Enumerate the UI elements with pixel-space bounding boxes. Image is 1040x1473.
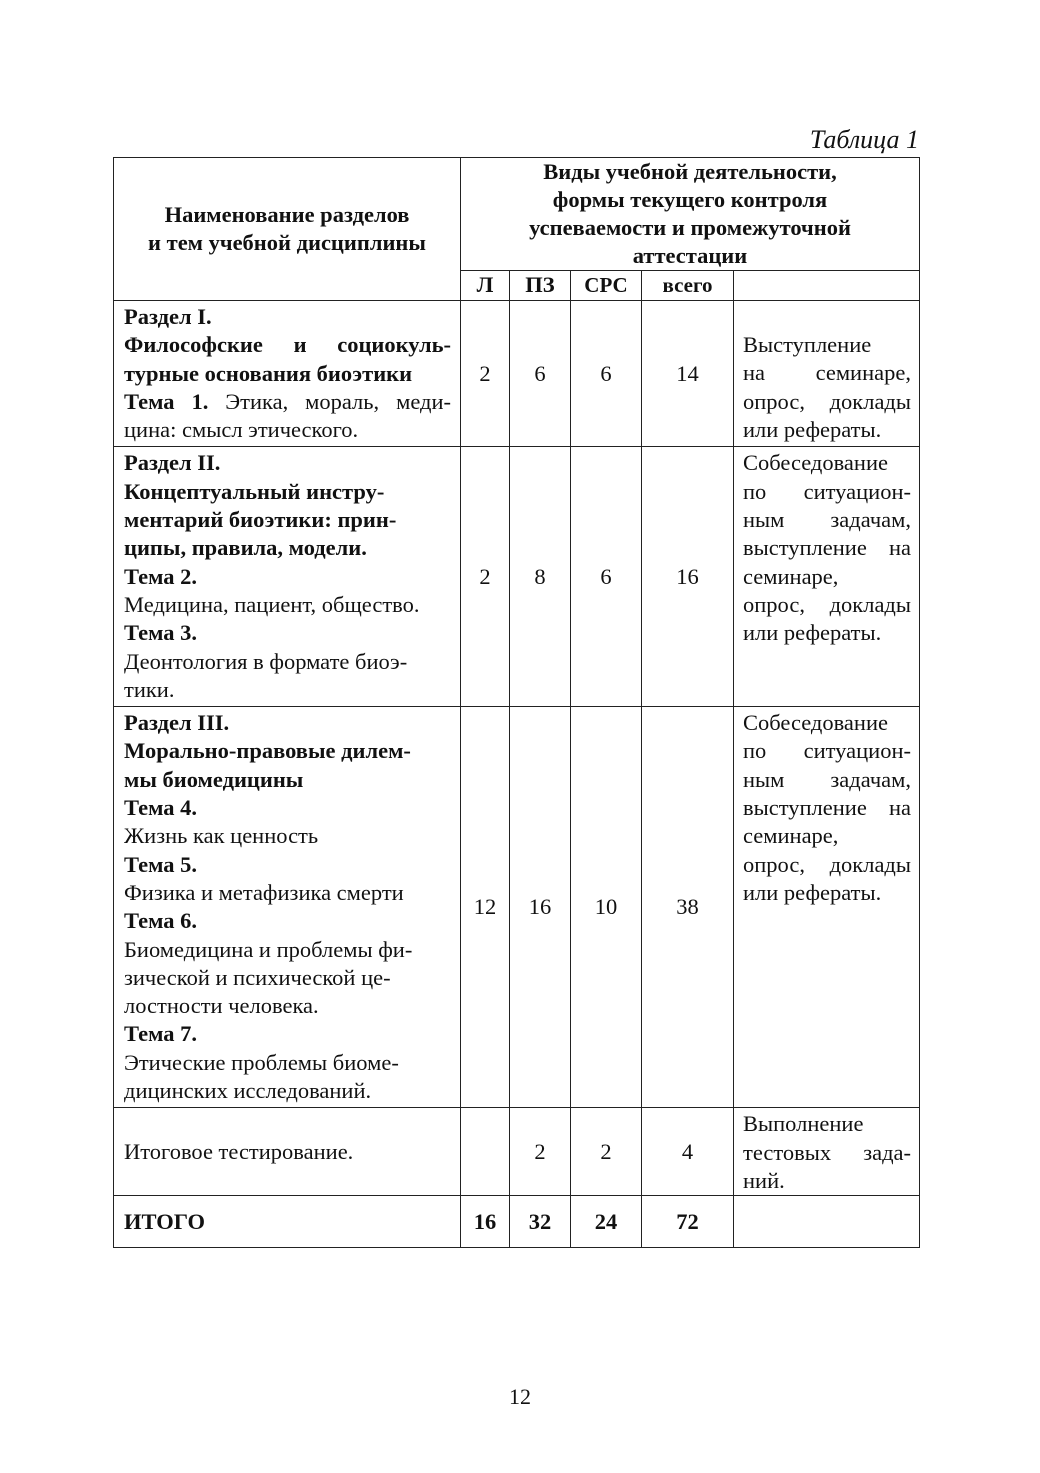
final-test-label: Итоговое тестирование. [114,1108,461,1196]
section-3-self-study: 10 [571,707,642,1108]
section-1-form-line4: или рефераты. [743,416,882,442]
section-1-form-line2: на семинаре, [743,360,911,386]
final-test-lectures [461,1108,510,1196]
total-control-forms [734,1196,920,1248]
section-3-name-line1: Морально-правовые дилем- [124,738,411,764]
header-row-1 [114,158,920,271]
section-2-form-line1: Собеседование [743,450,888,476]
total-practical: 32 [510,1196,571,1248]
section-2-form-line2: по ситуацион- [743,478,911,504]
section-2-form-line4: выступление на [743,535,911,561]
section-1-name-line1: Философские и социокуль- [124,332,451,358]
section-1-form-line1: Выступление [743,332,872,357]
section-3-form-line3: ным задачам, [743,766,911,792]
header-topics-line2: и тем учебной дисциплины [148,230,426,255]
topic-1-line1 [124,388,451,416]
section-3-form-line6: опрос, доклады [743,851,911,877]
curriculum-table [113,157,920,1248]
header-activities-line4: аттестации [632,243,748,268]
section-3-total: 38 [642,707,734,1108]
section-2-name-line3: ципы, правила, модели. [124,535,367,561]
topic-6-text-line3: лостности человека. [124,993,319,1019]
header-self-study: СРС [571,271,642,301]
section-2-topics [114,447,461,707]
section-2-form-line7: или рефераты. [743,620,882,646]
section-2-total: 16 [642,447,734,707]
topic-6-text-line2: зической и психической це- [124,964,391,990]
total-row [114,1196,920,1248]
section-2-name-line1: Концептуальный инстру- [124,478,385,504]
topic-1-text: Этика, мораль, меди- [208,388,451,414]
topic-3-text-line1: Деонтология в формате биоэ- [124,648,408,674]
section-3-form-line4: выступление на [743,795,911,821]
total-lectures: 16 [461,1196,510,1248]
header-lectures: Л [461,271,510,301]
topic-3-label: Тема 3. [124,620,198,646]
header-activities-line3: успеваемости и промежуточной [529,215,851,240]
section-1-practical: 6 [510,301,571,447]
topic-2-text: Медицина, пациент, общество. [124,591,420,617]
section-3-title: Раздел III. [124,710,230,736]
final-test-total: 4 [642,1108,734,1196]
section-2-self-study: 6 [571,447,642,707]
section-2-practical: 8 [510,447,571,707]
final-test-self-study: 2 [571,1108,642,1196]
page-number: 12 [509,1384,531,1409]
section-2-form-line3: ным задачам, [743,507,911,533]
section-1-topics [114,301,461,447]
final-test-practical: 2 [510,1108,571,1196]
header-practical: ПЗ [510,271,571,301]
table-row [114,1108,920,1196]
table-caption: Таблица 1 [809,125,919,154]
section-3-name-line2: мы биомедицины [124,766,304,792]
topic-5-text: Физика и метафизика смерти [124,879,404,905]
topic-6-text-line1: Биомедицина и проблемы фи- [124,936,413,962]
topic-7-text-line1: Этические проблемы биоме- [124,1049,399,1075]
section-2-name-line2: ментарий биоэтики: прин- [124,507,397,533]
section-2-control-forms [734,447,920,707]
section-3-form-line7: или рефераты. [743,879,882,905]
topic-4-label: Тема 4. [124,795,198,821]
section-3-topics [114,707,461,1108]
header-topics [114,158,461,301]
section-3-form-line1: Собеседование [743,710,888,736]
header-control-forms [734,271,920,301]
section-1-title: Раздел I. [124,304,212,329]
topic-6-label: Тема 6. [124,908,198,934]
topic-1-line2: цина: смысл этического. [124,417,359,443]
section-2-form-line5: семинаре, [743,563,839,589]
section-3-form-line5: семинаре, [743,823,839,849]
section-2-lectures: 2 [461,447,510,707]
section-3-control-forms [734,707,920,1108]
topic-1-label: Тема 1. [124,388,209,414]
section-3-practical: 16 [510,707,571,1108]
table-row [114,447,920,707]
total-self-study: 24 [571,1196,642,1248]
section-1-self-study: 6 [571,301,642,447]
table-row [114,707,920,1108]
section-2-form-line6: опрос, доклады [743,591,911,617]
topic-2-label: Тема 2. [124,563,198,589]
final-test-form-line3: ний. [743,1167,785,1193]
section-2-title: Раздел II. [124,450,221,476]
header-activities-line2: формы текущего контроля [552,187,828,212]
total-label: ИТОГО [114,1196,461,1248]
section-1-lectures: 2 [461,301,510,447]
topic-4-text: Жизнь как ценность [124,823,319,849]
topic-3-text-line2: тики. [124,676,175,702]
header-topics-line1: Наименование разделов [164,202,410,227]
section-3-lectures: 12 [461,707,510,1108]
final-test-form-line1: Выполнение [743,1111,864,1137]
topic-7-label: Тема 7. [124,1021,198,1047]
total-total: 72 [642,1196,734,1248]
section-1-form-line3: опрос, доклады [743,388,911,414]
final-test-control-forms [734,1108,920,1196]
section-1-total: 14 [642,301,734,447]
section-1-name-line2: турные основания биоэтики [124,360,413,386]
header-total: всего [642,271,734,301]
header-activities [461,158,920,271]
topic-5-label: Тема 5. [124,851,198,877]
section-1-control-forms [734,301,920,447]
final-test-form-line2: тестовых зада- [743,1139,911,1165]
section-3-form-line2: по ситуацион- [743,738,911,764]
topic-7-text-line2: дицинских исследований. [124,1078,372,1104]
header-activities-line1: Виды учебной деятельности, [543,159,837,184]
table-row [114,301,920,447]
